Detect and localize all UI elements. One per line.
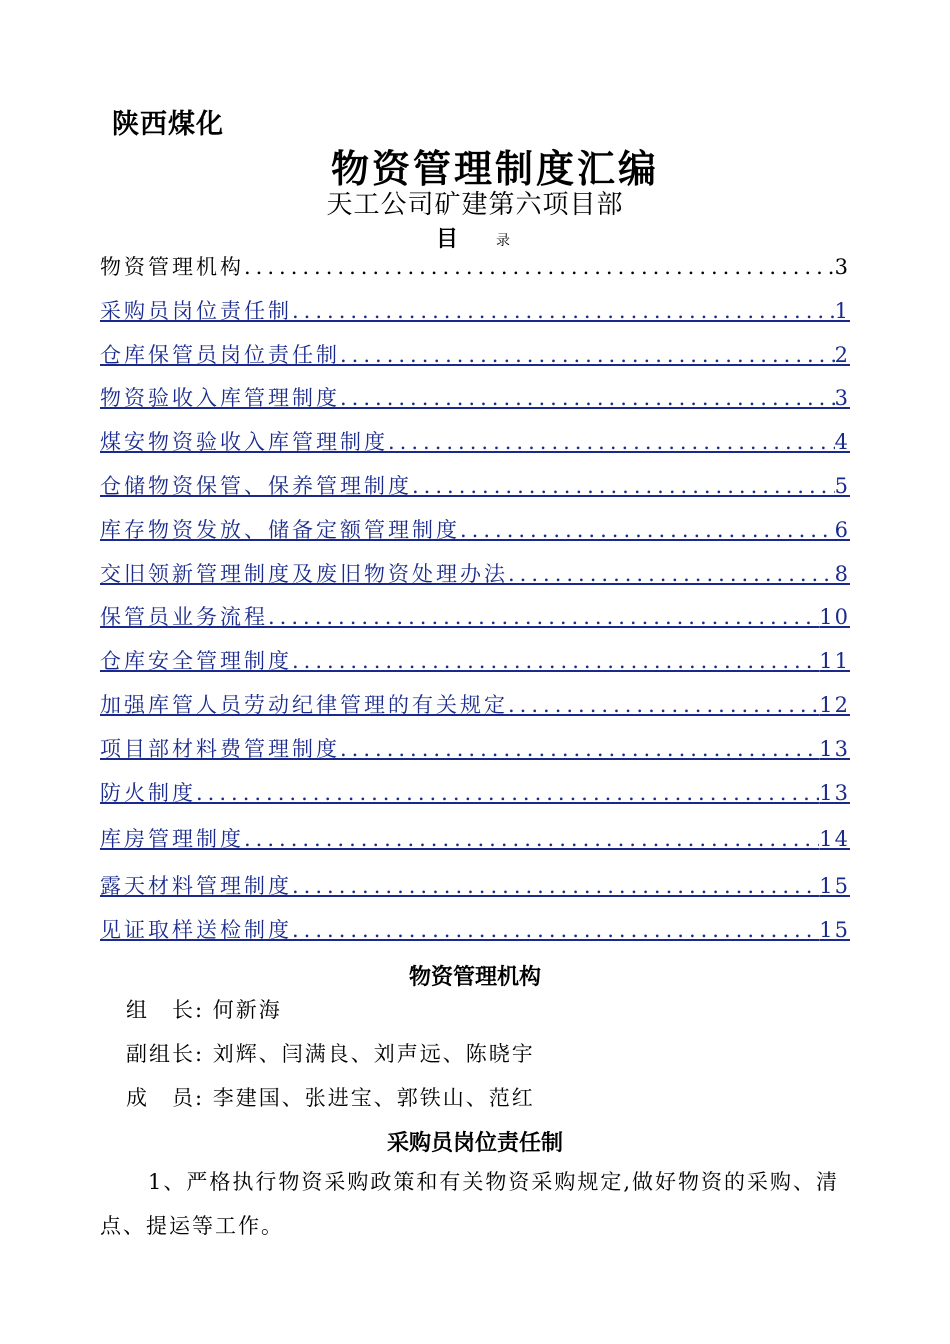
- toc-leader-dots[interactable]: [460, 511, 835, 549]
- organization-title: 物资管理机构: [408, 965, 541, 990]
- toc-entry-page[interactable]: 6: [834, 517, 850, 542]
- toc-entry-link[interactable]: [100, 336, 850, 380]
- toc-entry-link[interactable]: [100, 730, 850, 774]
- toc-entry-title[interactable]: 仓库安全管理制度: [100, 649, 292, 674]
- member-role: 成 员:: [126, 1086, 205, 1110]
- member-row-leader: [126, 994, 282, 1024]
- toc-entry-link[interactable]: [100, 467, 850, 511]
- toc-entry: [100, 248, 850, 292]
- company-name: 陕西煤化: [112, 109, 224, 140]
- member-row-members: [126, 1082, 535, 1112]
- toc-entry-page[interactable]: 11: [819, 649, 850, 674]
- toc-leader-dots[interactable]: [292, 867, 819, 905]
- toc-entry-title: 物资管理机构: [100, 255, 244, 279]
- toc-leader-dots[interactable]: [244, 817, 819, 861]
- toc-entry-title[interactable]: 采购员岗位责任制: [100, 298, 292, 323]
- purchaser-paragraph: 1、严格执行物资采购政策和有关物资采购规定,做好物资的采购、清点、提运等工作。: [100, 1170, 840, 1238]
- toc-entry-link[interactable]: [100, 642, 850, 686]
- toc-entry-title[interactable]: 交旧领新管理制度及废旧物资处理办法: [100, 561, 508, 586]
- toc-entry-link[interactable]: [100, 686, 850, 730]
- toc-entry-link[interactable]: [100, 292, 850, 336]
- toc-entry-page[interactable]: 4: [834, 430, 850, 455]
- member-role: 组 长:: [126, 998, 205, 1022]
- toc-entry-title[interactable]: 库存物资发放、储备定额管理制度: [100, 517, 460, 542]
- toc-entry-link[interactable]: [100, 511, 850, 555]
- toc-entry-title[interactable]: 见证取样送检制度: [100, 918, 292, 943]
- toc-entry-page[interactable]: 15: [819, 874, 850, 899]
- toc-entry-page[interactable]: 8: [834, 561, 850, 586]
- toc-entry-page[interactable]: 14: [819, 827, 850, 852]
- toc-entry-title[interactable]: 物资验收入库管理制度: [100, 386, 340, 411]
- toc-entry-title[interactable]: 加强库管人员劳动纪律管理的有关规定: [100, 692, 508, 717]
- toc-entry-page[interactable]: 3: [834, 386, 850, 411]
- document-title: 物资管理制度汇编: [330, 146, 659, 191]
- toc-heading-small: 录: [496, 233, 511, 249]
- member-role: 副组长:: [126, 1042, 205, 1066]
- toc-leader-dots[interactable]: [340, 336, 835, 374]
- toc-leader-dots[interactable]: [196, 774, 819, 812]
- toc-entry-title[interactable]: 仓储物资保管、保养管理制度: [100, 473, 412, 498]
- toc-entry-page[interactable]: 13: [819, 736, 850, 761]
- toc-entry-page[interactable]: 5: [834, 473, 850, 498]
- toc-entry-link[interactable]: [100, 423, 850, 467]
- toc-heading-main: 目: [436, 227, 459, 252]
- toc-leader-dots[interactable]: [388, 423, 835, 461]
- toc-leader-dots: [244, 248, 835, 286]
- toc-leader-dots[interactable]: [292, 911, 819, 949]
- toc-entry-page[interactable]: 1: [834, 298, 850, 323]
- toc-entry-page[interactable]: 13: [819, 780, 850, 805]
- toc-entry-page[interactable]: 10: [819, 605, 850, 630]
- toc-entry-page: 3: [834, 255, 850, 279]
- toc-entry-page[interactable]: 2: [834, 342, 850, 367]
- toc-leader-dots[interactable]: [508, 686, 819, 724]
- toc-entry-link[interactable]: [100, 598, 850, 642]
- table-of-contents: [100, 248, 850, 955]
- toc-entry-title[interactable]: 煤安物资验收入库管理制度: [100, 430, 388, 455]
- toc-leader-dots[interactable]: [268, 598, 819, 636]
- member-names: 何新海: [212, 998, 282, 1022]
- toc-leader-dots[interactable]: [412, 467, 835, 505]
- toc-leader-dots[interactable]: [340, 730, 819, 768]
- toc-leader-dots[interactable]: [292, 292, 835, 330]
- purchaser-section-title: 采购员岗位责任制: [386, 1131, 563, 1156]
- toc-entry-title[interactable]: 保管员业务流程: [100, 605, 268, 630]
- member-row-deputy: [126, 1038, 535, 1068]
- toc-entry-title[interactable]: 仓库保管员岗位责任制: [100, 342, 340, 367]
- toc-entry-link[interactable]: [100, 774, 850, 818]
- toc-leader-dots[interactable]: [292, 642, 819, 680]
- document-subtitle: 天工公司矿建第六项目部: [326, 190, 624, 220]
- member-names: 李建国、张进宝、郭铁山、范红: [212, 1086, 535, 1110]
- toc-entry-page[interactable]: 12: [819, 692, 850, 717]
- toc-entry-link[interactable]: [100, 911, 850, 955]
- toc-entry-title[interactable]: 项目部材料费管理制度: [100, 736, 340, 761]
- toc-entry-link[interactable]: [100, 555, 850, 599]
- toc-entry-link[interactable]: [100, 379, 850, 423]
- toc-leader-dots[interactable]: [508, 555, 835, 593]
- toc-entry-link[interactable]: [100, 867, 850, 911]
- toc-entry-link[interactable]: [100, 817, 850, 867]
- toc-entry-page[interactable]: 15: [819, 918, 850, 943]
- toc-entry-title[interactable]: 库房管理制度: [100, 827, 244, 852]
- member-names: 刘辉、闫满良、刘声远、陈晓宇: [212, 1042, 535, 1066]
- toc-entry-title[interactable]: 露天材料管理制度: [100, 874, 292, 899]
- toc-entry-title[interactable]: 防火制度: [100, 780, 196, 805]
- toc-leader-dots[interactable]: [340, 379, 835, 417]
